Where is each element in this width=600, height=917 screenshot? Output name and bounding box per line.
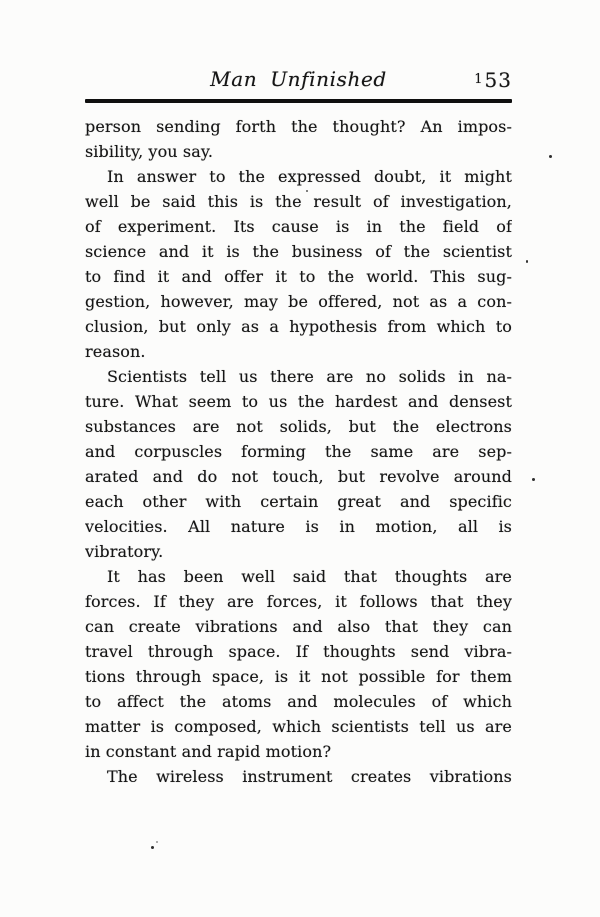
text-line: ture. What seem to us the hardest and densest bbox=[85, 392, 512, 411]
scan-speck bbox=[306, 190, 308, 192]
page-header bbox=[85, 66, 512, 94]
text-line: in constant and rapid motion? bbox=[85, 742, 332, 761]
scan-speck bbox=[532, 478, 535, 481]
text-line: The wireless instrument creates vibrations bbox=[107, 767, 512, 786]
text-line: In answer to the expressed doubt, it might bbox=[107, 167, 512, 186]
text-line: of experiment. Its cause is in the field of bbox=[85, 217, 512, 236]
paragraph bbox=[85, 564, 512, 764]
text-line: science and it is the business of the scientist bbox=[85, 242, 512, 261]
text-line: to find it and offer it to the world. This sug- bbox=[85, 267, 512, 286]
text-line: substances are not solids, but the electrons bbox=[85, 417, 512, 436]
text-line: travel through space. If thoughts send vibra- bbox=[85, 642, 512, 661]
scan-speck bbox=[156, 841, 158, 843]
page-number: 153 bbox=[474, 68, 512, 92]
paragraph bbox=[85, 764, 512, 789]
text-line: sibility, you say. bbox=[85, 142, 214, 161]
text-line: gestion, however, may be offered, not as a con- bbox=[85, 292, 512, 311]
text-line: reason. bbox=[85, 342, 146, 361]
text-line: can create vibrations and also that they can bbox=[85, 617, 512, 636]
paragraph bbox=[85, 164, 512, 364]
text-line: and corpuscles forming the same are sep- bbox=[85, 442, 512, 461]
text-line: velocities. All nature is in motion, all is bbox=[85, 517, 512, 536]
text-line: tions through space, is it not possible for them bbox=[85, 667, 512, 686]
text-line: forces. If they are forces, it follows that they bbox=[85, 592, 512, 611]
text-line: arated and do not touch, but revolve around bbox=[85, 467, 512, 486]
scan-speck bbox=[549, 155, 552, 158]
text-line: well be said this is the result of investigation, bbox=[85, 192, 512, 211]
text-line: matter is composed, which scientists tell us are bbox=[85, 717, 512, 736]
scan-speck bbox=[526, 260, 528, 263]
text-line: each other with certain great and specific bbox=[85, 492, 512, 511]
header-rule bbox=[85, 99, 512, 103]
paragraph bbox=[85, 114, 512, 164]
text-line: vibratory. bbox=[85, 542, 164, 561]
running-head-title: Man Unfinished bbox=[210, 67, 387, 91]
text-line: person sending forth the thought? An impos- bbox=[85, 117, 512, 136]
text-line: to affect the atoms and molecules of which bbox=[85, 692, 512, 711]
text-line: It has been well said that thoughts are bbox=[107, 567, 512, 586]
scan-speck bbox=[151, 846, 154, 849]
text-line: Scientists tell us there are no solids in na- bbox=[107, 367, 512, 386]
paragraph bbox=[85, 364, 512, 564]
text-line: clusion, but only as a hypothesis from which to bbox=[85, 317, 512, 336]
page-body bbox=[85, 114, 512, 789]
